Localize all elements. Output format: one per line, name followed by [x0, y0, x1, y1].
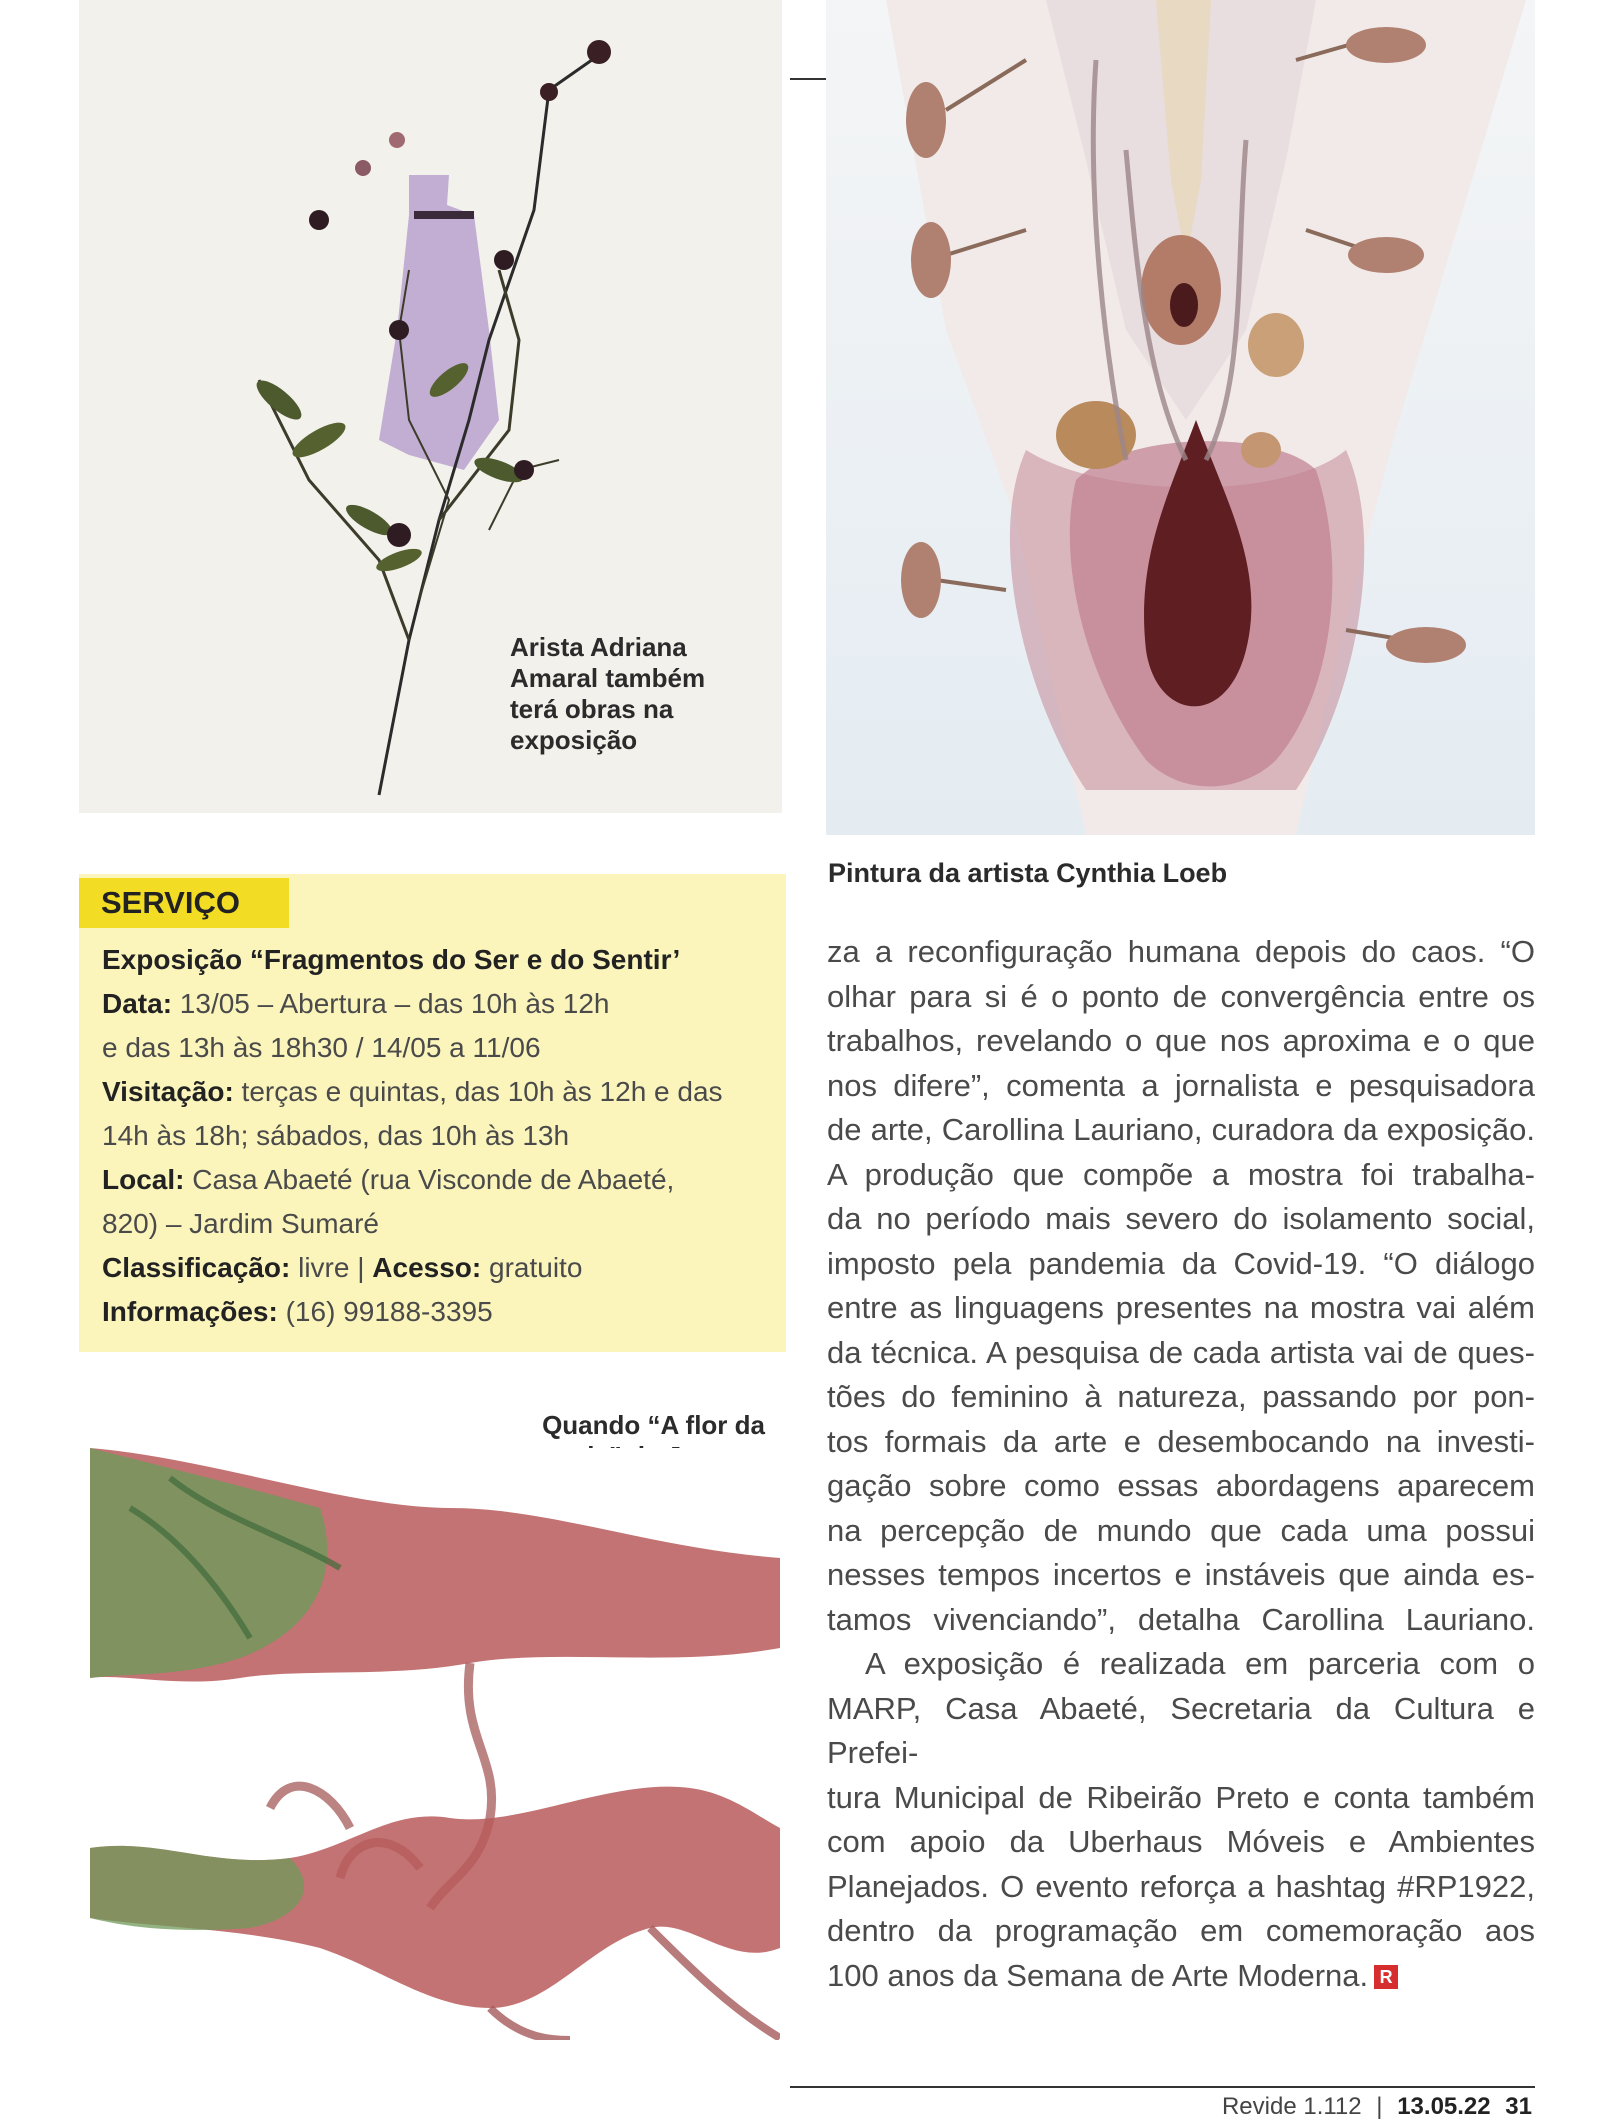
caption-adriana-amaral [510, 632, 770, 756]
servico-visitacao [102, 1070, 782, 1114]
informacoes-value: (16) 99188-3395 [277, 1296, 493, 1327]
servico-title [102, 938, 782, 982]
caption-line: terá obras na [510, 694, 674, 724]
footer-divider [790, 2086, 1535, 2088]
servico-tag [79, 878, 289, 928]
caption-line: Quando “A flor da [542, 1410, 765, 1440]
body-line: nesses tempos incertos e instáveis que ainda es- [827, 1557, 1535, 1592]
body-line: tos formais da arte e desembocando na investi- [827, 1423, 1535, 1459]
caption-cynthia-loeb: Pintura da artista Cynthia Loeb [828, 858, 1228, 888]
servico-informacoes [102, 1290, 782, 1334]
body-line: olhar para si é o ponto de convergência entre os [827, 978, 1535, 1014]
body-line: trabalhos, revelando o que nos aproxima e o que [827, 1023, 1535, 1058]
servico-title-text: Exposição “Fragmentos do Ser e do Sentir’ [102, 944, 681, 975]
body-last-line-text: 100 anos da Semana de Arte Moderna. [827, 1957, 1369, 1993]
data-label: Data: [102, 988, 173, 1019]
body-line: tamos vivenciando”, detalha Carollina Lauriano. [827, 1601, 1535, 1637]
magazine-issue: Revide 1.112 [1221, 2093, 1362, 2120]
body-line: gação sobre como essas abordagens aparecem [827, 1468, 1535, 1503]
body-line: com apoio da Uberhaus Móveis e Ambientes [827, 1824, 1535, 1859]
servico-visitacao-cont: 14h às 18h; sábados, das 10h às 13h [102, 1120, 570, 1151]
servico-data-cont: e das 13h às 18h30 / 14/05 a 11/06 [102, 1032, 541, 1063]
body-line: za a reconfiguração humana depois do caos. “O [827, 934, 1535, 969]
artwork-jussara-marangoni [90, 1448, 780, 2040]
body-line: na percepção de mundo que cada uma possui [827, 1512, 1535, 1548]
body-last-line [827, 1954, 1535, 1999]
body-line: nos difere”, comenta a jornalista e pesquisadora [827, 1067, 1535, 1103]
body-line: de arte, Carollina Lauriano, curadora da exposição. [827, 1112, 1535, 1147]
top-divider [790, 78, 826, 80]
body-line: MARP, Casa Abaeté, Secretaria da Cultura e Prefei- [827, 1690, 1535, 1770]
classificacao-label: Classificação: [102, 1252, 291, 1283]
body-line: tura Municipal de Ribeirão Preto e conta também [827, 1779, 1535, 1815]
body-line: dentro da programação em comemoração aos [827, 1913, 1535, 1948]
body-line: tões do feminino à natureza, passando por pon- [827, 1379, 1535, 1414]
servico-tag-label: SERVIÇO [101, 885, 240, 920]
body-line: entre as linguagens presentes na mostra vai além [827, 1290, 1535, 1325]
body-line: A exposição é realizada em parceria com o [865, 1646, 1535, 1681]
body-line: da técnica. A pesquisa de cada artista vai de ques- [827, 1334, 1535, 1370]
revide-end-mark-icon: R [1374, 1965, 1398, 1989]
servico-local-cont: 820) – Jardim Sumaré [102, 1208, 380, 1239]
visitacao-label: Visitação: [102, 1076, 234, 1107]
page-number: 31 [1505, 2093, 1532, 2120]
caption-line: Amaral também [510, 663, 706, 693]
body-line: A produção que compõe a mostra foi trabalha- [827, 1156, 1535, 1192]
local-label: Local: [102, 1164, 185, 1195]
page-footer [1222, 2092, 1532, 2122]
footer-separator: | [1376, 2093, 1383, 2120]
issue-date: 13.05.22 [1397, 2093, 1491, 2120]
visitacao-value: terças e quintas, das 10h às 12h e das [233, 1076, 723, 1107]
body-line: da no período mais severo do isolamento social, [827, 1201, 1535, 1236]
classificacao-value: livre | [290, 1252, 373, 1283]
servico-details [102, 938, 782, 1334]
body-line: imposto pela pandemia da Covid-19. “O diálogo [827, 1245, 1535, 1281]
informacoes-label: Informações: [102, 1296, 278, 1327]
servico-data [102, 982, 782, 1026]
article-body [827, 930, 1535, 1998]
artwork-cynthia-loeb [826, 0, 1535, 835]
data-value: 13/05 – Abertura – das 10h às 12h [172, 988, 610, 1019]
acesso-label: Acesso: [372, 1252, 482, 1283]
servico-local [102, 1158, 782, 1202]
acesso-value: gratuito [481, 1252, 583, 1283]
local-value: Casa Abaeté (rua Visconde de Abaeté, [184, 1164, 675, 1195]
caption-line: Arista Adriana [510, 632, 687, 662]
body-line: Planejados. O evento reforça a hashtag #RP1922, [827, 1868, 1535, 1904]
servico-classificacao [102, 1246, 782, 1290]
caption-line: exposição [510, 725, 638, 755]
